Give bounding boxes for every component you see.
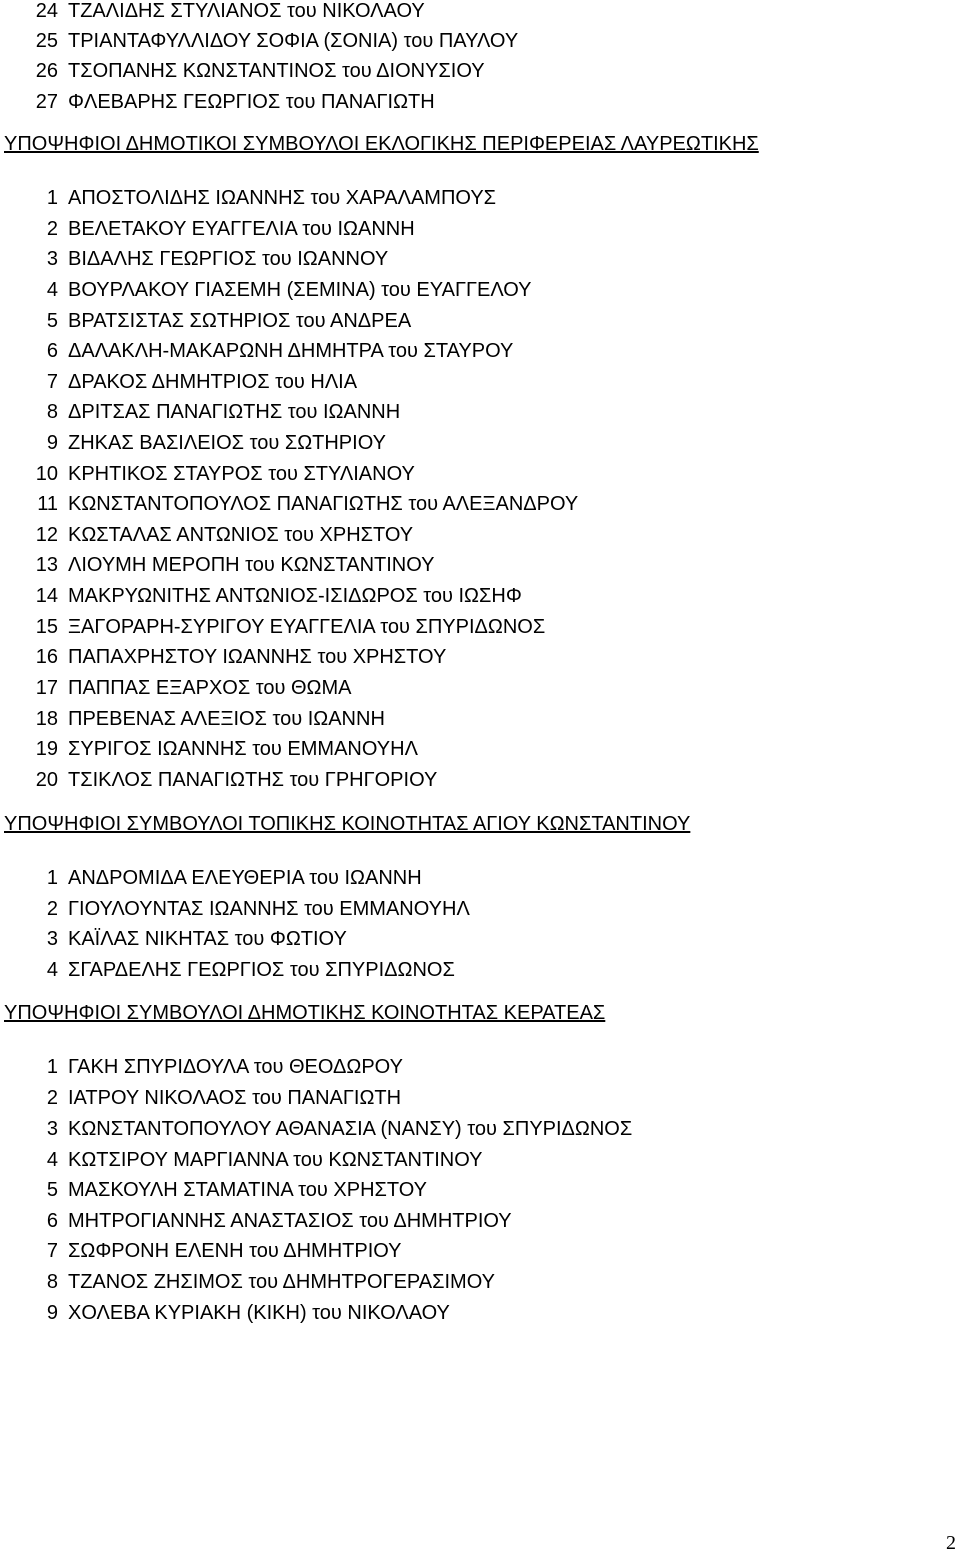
entry-name: ΔΡΙΤΣΑΣ ΠΑΝΑΓΙΩΤΗΣ του ΙΩΑΝΝΗ	[68, 401, 401, 423]
entry-number: 17	[35, 677, 58, 699]
entry-number: 2	[46, 898, 58, 920]
list-item	[0, 955, 455, 985]
list-item	[0, 489, 578, 519]
entry-number: 11	[37, 493, 58, 515]
list-item	[0, 1298, 450, 1328]
entry-name: ΤΣΙΚΛΟΣ ΠΑΝΑΓΙΩΤΗΣ του ΓΡΗΓΟΡΙΟΥ	[68, 769, 438, 791]
entry-name: ΙΑΤΡΟΥ ΝΙΚΟΛΑΟΣ του ΠΑΝΑΓΙΩΤΗ	[68, 1087, 402, 1109]
entry-number: 3	[46, 928, 58, 950]
entry-name: ΔΡΑΚΟΣ ΔΗΜΗΤΡΙΟΣ του ΗΛΙΑ	[68, 371, 358, 393]
entry-number: 25	[35, 30, 58, 52]
entry-number: 5	[46, 1179, 58, 1201]
entry-number: 1	[46, 867, 58, 889]
list-item	[0, 1175, 427, 1205]
entry-number: 9	[46, 432, 58, 454]
entry-number: 2	[46, 218, 58, 240]
entry-name: ΤΖΑΛΙΔΗΣ ΣΤΥΛΙΑΝΟΣ του ΝΙΚΟΛΑΟΥ	[68, 0, 425, 22]
entry-number: 18	[35, 708, 58, 730]
list-item	[0, 924, 347, 954]
entry-name: ΒΙΔΑΛΗΣ ΓΕΩΡΓΙΟΣ του ΙΩΑΝΝΟΥ	[68, 248, 389, 270]
entry-name: ΑΝΔΡΟΜΙΔΑ ΕΛΕΥΘΕΡΙΑ του ΙΩΑΝΝΗ	[68, 867, 422, 889]
list-item	[0, 214, 415, 244]
entry-number: 9	[46, 1302, 58, 1324]
list-item	[0, 894, 470, 924]
list-item	[0, 1145, 482, 1175]
entry-name: ΚΩΝΣΤΑΝΤΟΠΟΥΛΟΣ ΠΑΝΑΓΙΩΤΗΣ του ΑΛΕΞΑΝΔΡΟΥ	[68, 493, 579, 515]
list-item	[0, 612, 545, 642]
entry-number: 4	[46, 1149, 58, 1171]
list-item	[0, 87, 435, 117]
list-item	[0, 1236, 402, 1266]
entry-name: ΒΡΑΤΣΙΣΤΑΣ ΣΩΤΗΡΙΟΣ του ΑΝΔΡΕΑ	[68, 310, 412, 332]
entry-name: ΚΩΤΣΙΡΟΥ ΜΑΡΓΙΑΝΝΑ του ΚΩΝΣΤΑΝΤΙΝΟΥ	[68, 1149, 483, 1171]
entry-number: 16	[35, 646, 58, 668]
section-heading: ΥΠΟΨΗΦΙΟΙ ΔΗΜΟΤΙΚΟΙ ΣΥΜΒΟΥΛΟΙ ΕΚΛΟΓΙΚΗΣ ΠΕΡΙΦΕΡΕΙΑΣ ΛΑΥΡΕΩΤΙΚΗΣ	[4, 133, 759, 155]
list-item	[0, 244, 388, 274]
entry-name: ΦΛΕΒΑΡΗΣ ΓΕΩΡΓΙΟΣ του ΠΑΝΑΓΙΩΤΗ	[68, 91, 435, 113]
section-heading: ΥΠΟΨΗΦΙΟΙ ΣΥΜΒΟΥΛΟΙ ΤΟΠΙΚΗΣ ΚΟΙΝΟΤΗΤΑΣ ΑΓΙΟΥ ΚΩΝΣΤΑΝΤΙΝΟΥ	[4, 813, 691, 835]
entry-name: ΣΩΦΡΟΝΗ ΕΛΕΝΗ του ΔΗΜΗΤΡΙΟΥ	[68, 1240, 402, 1262]
entry-name: ΚΡΗΤΙΚΟΣ ΣΤΑΥΡΟΣ του ΣΤΥΛΙΑΝΟΥ	[68, 463, 415, 485]
entry-number: 6	[46, 1210, 58, 1232]
entry-name: ΚΩΣΤΑΛΑΣ ΑΝΤΩΝΙΟΣ του ΧΡΗΣΤΟΥ	[68, 524, 414, 546]
page-number: 2	[946, 1532, 956, 1554]
entry-number: 2	[46, 1087, 58, 1109]
list-item	[0, 0, 425, 26]
entry-name: ΠΑΠΑΧΡΗΣΤΟΥ ΙΩΑΝΝΗΣ του ΧΡΗΣΤΟΥ	[68, 646, 447, 668]
entry-number: 19	[35, 738, 58, 760]
list-item	[0, 520, 413, 550]
entry-number: 13	[35, 554, 58, 576]
entry-number: 5	[46, 310, 58, 332]
list-item	[0, 863, 422, 893]
list-item	[0, 1114, 632, 1144]
entry-number: 14	[35, 585, 58, 607]
list-item	[0, 1267, 495, 1297]
list-item	[0, 275, 532, 305]
list-item	[0, 56, 485, 86]
entry-number: 26	[35, 60, 58, 82]
list-item	[0, 1083, 401, 1113]
entry-name: ΠΑΠΠΑΣ ΕΞΑΡΧΟΣ του ΘΩΜΑ	[68, 677, 352, 699]
entry-number: 1	[46, 187, 58, 209]
entry-name: ΛΙΟΥΜΗ ΜΕΡΟΠΗ του ΚΩΝΣΤΑΝΤΙΝΟΥ	[68, 554, 435, 576]
list-item	[0, 1052, 403, 1082]
entry-number: 1	[46, 1056, 58, 1078]
entry-name: ΔΑΛΑΚΛΗ-ΜΑΚΑΡΩΝΗ ΔΗΜΗΤΡΑ του ΣΤΑΥΡΟΥ	[68, 340, 514, 362]
entry-name: ΜΑΚΡΥΩΝΙΤΗΣ ΑΝΤΩΝΙΟΣ-ΙΣΙΔΩΡΟΣ του ΙΩΣΗΦ	[68, 585, 522, 607]
list-item	[0, 704, 385, 734]
entry-name: ΠΡΕΒΕΝΑΣ ΑΛΕΞΙΟΣ του ΙΩΑΝΝΗ	[68, 708, 385, 730]
list-item	[0, 367, 357, 397]
entry-name: ΞΑΓΟΡΑΡΗ-ΣΥΡΙΓΟΥ ΕΥΑΓΓΕΛΙΑ του ΣΠΥΡΙΔΩΝΟΣ	[68, 616, 546, 638]
entry-number: 10	[35, 463, 58, 485]
list-item	[0, 428, 386, 458]
list-item	[0, 550, 434, 580]
entry-number: 4	[46, 279, 58, 301]
list-item	[0, 1206, 512, 1236]
entry-name: ΓΙΟΥΛΟΥΝΤΑΣ ΙΩΑΝΝΗΣ του ΕΜΜΑΝΟΥΗΛ	[68, 898, 470, 920]
list-item	[0, 306, 411, 336]
entry-number: 12	[35, 524, 58, 546]
entry-name: ΚΑΪΛΑΣ ΝΙΚΗΤΑΣ του ΦΩΤΙΟΥ	[68, 928, 347, 950]
entry-name: ΒΕΛΕΤΑΚΟΥ ΕΥΑΓΓΕΛΙΑ του ΙΩΑΝΝΗ	[68, 218, 415, 240]
entry-number: 7	[46, 1240, 58, 1262]
entry-number: 24	[35, 0, 58, 22]
list-item	[0, 765, 437, 795]
entry-number: 8	[46, 401, 58, 423]
entry-name: ΤΣΟΠΑΝΗΣ ΚΩΝΣΤΑΝΤΙΝΟΣ του ΔΙΟΝΥΣΙΟΥ	[68, 60, 485, 82]
list-item	[0, 26, 518, 56]
list-item	[0, 397, 400, 427]
entry-name: ΣΓΑΡΔΕΛΗΣ ΓΕΩΡΓΙΟΣ του ΣΠΥΡΙΔΩΝΟΣ	[68, 959, 455, 981]
entry-name: ΑΠΟΣΤΟΛΙΔΗΣ ΙΩΑΝΝΗΣ του ΧΑΡΑΛΑΜΠΟΥΣ	[68, 187, 497, 209]
list-item	[0, 459, 415, 489]
entry-number: 4	[46, 959, 58, 981]
list-item	[0, 642, 446, 672]
entry-number: 6	[46, 340, 58, 362]
entry-name: ΓΑΚΗ ΣΠΥΡΙΔΟΥΛΑ του ΘΕΟΔΩΡΟΥ	[68, 1056, 403, 1078]
entry-number: 20	[35, 769, 58, 791]
entry-number: 15	[35, 616, 58, 638]
entry-name: ΧΟΛΕΒΑ ΚΥΡΙΑΚΗ (ΚΙΚΗ) του ΝΙΚΟΛΑΟΥ	[68, 1302, 450, 1324]
entry-name: ΜΗΤΡΟΓΙΑΝΝΗΣ ΑΝΑΣΤΑΣΙΟΣ του ΔΗΜΗΤΡΙΟΥ	[68, 1210, 512, 1232]
entry-number: 3	[46, 248, 58, 270]
list-item	[0, 673, 352, 703]
entry-number: 27	[35, 91, 58, 113]
entry-name: ΜΑΣΚΟΥΛΗ ΣΤΑΜΑΤΙΝΑ του ΧΡΗΣΤΟΥ	[68, 1179, 428, 1201]
entry-name: ΤΖΑΝΟΣ ΖΗΣΙΜΟΣ του ΔΗΜΗΤΡΟΓΕΡΑΣΙΜΟΥ	[68, 1271, 495, 1293]
entry-name: ΖΗΚΑΣ ΒΑΣΙΛΕΙΟΣ του ΣΩΤΗΡΙΟΥ	[68, 432, 386, 454]
entry-name: ΒΟΥΡΛΑΚΟΥ ΓΙΑΣΕΜΗ (ΣΕΜΙΝΑ) του ΕΥΑΓΓΕΛΟΥ	[68, 279, 532, 301]
entry-number: 7	[46, 371, 58, 393]
section-heading: ΥΠΟΨΗΦΙΟΙ ΣΥΜΒΟΥΛΟΙ ΔΗΜΟΤΙΚΗΣ ΚΟΙΝΟΤΗΤΑΣ ΚΕΡΑΤΕΑΣ	[4, 1002, 606, 1024]
entry-name: ΣΥΡΙΓΟΣ ΙΩΑΝΝΗΣ του ΕΜΜΑΝΟΥΗΛ	[68, 738, 418, 760]
entry-name: ΚΩΝΣΤΑΝΤΟΠΟΥΛΟΥ ΑΘΑΝΑΣΙΑ (ΝΑΝΣΥ) του ΣΠΥΡΙΔΩΝΟΣ	[68, 1118, 633, 1140]
entry-number: 3	[46, 1118, 58, 1140]
list-item	[0, 734, 418, 764]
entry-name: ΤΡΙΑΝΤΑΦΥΛΛΙΔΟΥ ΣΟΦΙΑ (ΣΟΝΙΑ) του ΠΑΥΛΟΥ	[68, 30, 519, 52]
entry-number: 8	[46, 1271, 58, 1293]
list-item	[0, 336, 513, 366]
list-item	[0, 183, 496, 213]
list-item	[0, 581, 522, 611]
